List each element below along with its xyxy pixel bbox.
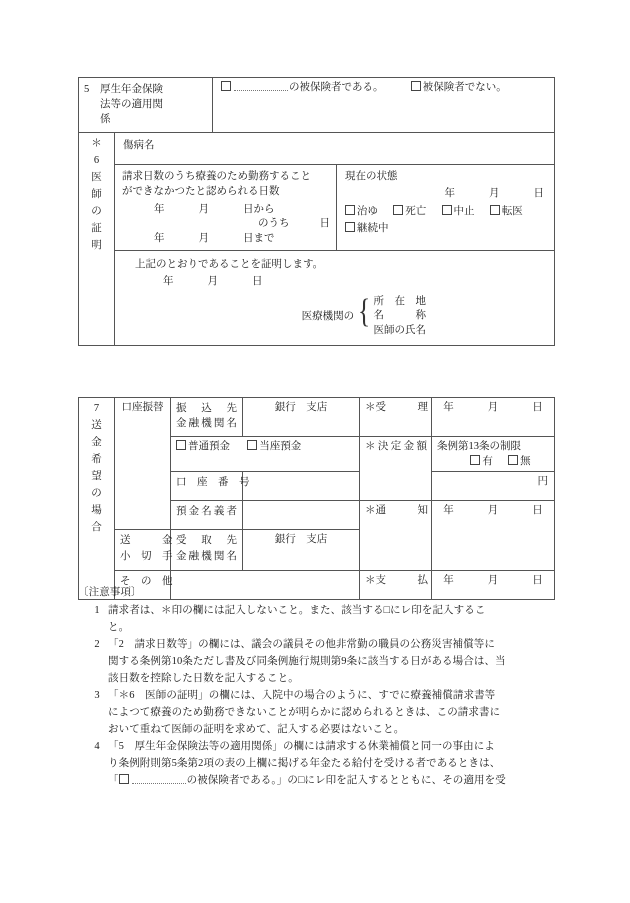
checkbox-icon-restriction-no[interactable] bbox=[508, 455, 518, 465]
section-5-title-line2: 法等の適用関 bbox=[100, 99, 163, 111]
currency-unit-label: 円 bbox=[537, 476, 548, 488]
account-holder-input-cell[interactable] bbox=[243, 501, 360, 530]
transfer-label: 口座振替 bbox=[121, 402, 164, 413]
note-number-4: 4 bbox=[94, 741, 100, 752]
state-options-row-1 bbox=[345, 204, 548, 219]
section-5-row bbox=[79, 78, 555, 133]
s7-vlabel-char-6: 場 bbox=[91, 505, 102, 516]
vlabel-char-3: 師 bbox=[91, 188, 102, 200]
bank-name-input-cell[interactable] bbox=[243, 398, 360, 437]
institution-brace-group bbox=[302, 295, 426, 338]
note-1-line-2: と。 bbox=[108, 622, 130, 633]
note-2-line-3: 該日数を控除した日数を記入すること。 bbox=[108, 673, 299, 684]
checkbox-icon-death[interactable] bbox=[393, 205, 403, 215]
bank-suffix-label: 銀行 支店 bbox=[274, 402, 328, 413]
check-label-cell bbox=[115, 530, 171, 571]
account-number-input-cell[interactable] bbox=[243, 472, 360, 501]
checkbox-icon-restriction-yes[interactable] bbox=[470, 455, 480, 465]
checkbox-icon-transferred[interactable] bbox=[490, 205, 500, 215]
note-body-4 bbox=[108, 738, 558, 789]
current-state-cell bbox=[337, 164, 555, 250]
account-number-label-cell bbox=[171, 472, 250, 501]
absent-to-date[interactable] bbox=[122, 231, 332, 246]
transfer-label-cell bbox=[115, 398, 171, 530]
s7-vlabel-char-7: 合 bbox=[91, 522, 102, 533]
check-label-line1: 送 金 bbox=[120, 535, 173, 547]
checkbox-icon-insured[interactable] bbox=[221, 81, 231, 91]
note-4-line-3 bbox=[108, 772, 558, 789]
payment-label: ＊支 払 bbox=[365, 575, 428, 587]
section-7-table bbox=[78, 397, 555, 600]
decided-amount-label: ＊決定金額 bbox=[365, 441, 427, 452]
note-body-3 bbox=[108, 687, 558, 738]
section-5-title-line3: 係 bbox=[100, 114, 111, 126]
account-holder-label-cell bbox=[171, 501, 243, 530]
note-4-quote-open: 「 bbox=[108, 775, 119, 786]
certify-date[interactable] bbox=[125, 274, 544, 289]
note-4-quote-close: 」の□にレ印を記入するとともに、その適用を受 bbox=[276, 775, 506, 786]
note-4-insurer-blank bbox=[132, 773, 186, 784]
ordinary-deposit-option[interactable] bbox=[176, 441, 230, 452]
s7-vlabel-char-1: 送 bbox=[91, 420, 102, 431]
checkbox-icon-discontinued[interactable] bbox=[442, 205, 452, 215]
current-state-label: 現在の状態 bbox=[345, 170, 398, 182]
checkbox-icon-ordinary-deposit[interactable] bbox=[176, 440, 186, 450]
note-2-line-1: 「2 請求日数等」の欄には、議会の議員その他非常勤の職員の公務災害補償等に bbox=[108, 639, 495, 650]
s7-vlabel-char-0: 7 bbox=[93, 403, 100, 414]
section-7-vertical-label bbox=[79, 398, 115, 600]
insured-option[interactable] bbox=[221, 82, 386, 93]
notice-month-label: 月 bbox=[487, 505, 499, 517]
section-5-options-cell bbox=[213, 78, 555, 133]
payment-year-label: 年 bbox=[443, 575, 454, 587]
certification-row bbox=[79, 250, 555, 345]
receipt-day-label: 日 bbox=[532, 402, 543, 413]
state-option-label-ongoing: 継続中 bbox=[357, 223, 389, 235]
vlabel-char-1: 6 bbox=[93, 154, 100, 166]
section-5-title-cell bbox=[79, 78, 213, 133]
deposit-type-cell bbox=[171, 437, 360, 472]
payee-input-cell[interactable] bbox=[243, 530, 360, 571]
s7-vlabel-char-4: 望 bbox=[91, 471, 102, 482]
state-option-label-death: 死亡 bbox=[405, 206, 427, 218]
current-state-date[interactable] bbox=[345, 186, 548, 201]
receipt-date bbox=[443, 402, 543, 413]
vlabel-char-6: 明 bbox=[91, 239, 102, 251]
among-days-line[interactable] bbox=[122, 216, 330, 231]
days-and-state-row bbox=[79, 164, 555, 250]
checkbox-icon-note-4 bbox=[119, 774, 129, 784]
payment-day-label: 日 bbox=[532, 575, 543, 587]
section-5-6-table bbox=[78, 77, 555, 346]
bank-name-label-cell bbox=[171, 398, 243, 437]
checkbox-icon-ongoing[interactable] bbox=[345, 222, 355, 232]
notice-label-cell bbox=[360, 501, 432, 571]
note-4-tail: の被保険者である。 bbox=[186, 775, 277, 786]
payee-label-line1: 受 取 先 bbox=[176, 535, 237, 547]
checkbox-icon-current-deposit[interactable] bbox=[247, 440, 257, 450]
note-3-line-1: 「＊6 医師の証明」の欄には、入院中の場合のように、すでに療養補償請求書等 bbox=[108, 690, 496, 701]
state-option-label-cured: 治ゆ bbox=[357, 206, 378, 218]
not-insured-option[interactable] bbox=[411, 82, 507, 93]
note-item-3 bbox=[78, 687, 558, 738]
from-month-label: 月 bbox=[198, 204, 209, 216]
amount-input-cell[interactable] bbox=[432, 472, 555, 501]
note-item-1 bbox=[78, 602, 558, 636]
institution-label: 医療機関の bbox=[301, 310, 355, 322]
notice-date bbox=[443, 505, 543, 516]
bank-name-label-line2: 金融機関名 bbox=[176, 418, 237, 430]
note-3-line-3: おいて重ねて医師の証明を求めて、記入する必要はないこと。 bbox=[108, 724, 405, 735]
institution-doctor-name[interactable]: 医師の氏名 bbox=[373, 324, 426, 336]
restriction-label: 条例第13条の制限 bbox=[437, 441, 521, 452]
decided-amount-label-cell bbox=[360, 437, 432, 501]
state-option-discontinued[interactable] bbox=[442, 206, 475, 217]
state-option-transferred[interactable] bbox=[490, 206, 523, 217]
section-5-number: 5 bbox=[84, 84, 90, 95]
institution-name[interactable]: 名 称 bbox=[373, 310, 426, 322]
vlabel-char-2: 医 bbox=[91, 171, 102, 183]
vlabel-char-0: ＊ bbox=[91, 137, 102, 149]
state-option-cured[interactable] bbox=[345, 206, 378, 217]
receipt-label: ＊受 理 bbox=[365, 402, 428, 413]
state-month-label: 月 bbox=[489, 187, 500, 199]
to-day-label: 日まで bbox=[243, 232, 275, 244]
section-5-title-line1: 厚生年金保険 bbox=[100, 84, 163, 95]
note-1-line-1: 請求者は、＊印の欄には記入しないこと。また、該当する□にレ印を記入するこ bbox=[108, 605, 486, 616]
days-label-line2: ができなかつたと認められる日数 bbox=[122, 185, 280, 197]
injury-name-label: 傷病名 bbox=[123, 139, 155, 151]
bank-name-row bbox=[79, 398, 555, 437]
institution-block bbox=[125, 295, 544, 338]
checkbox-icon-not-insured[interactable] bbox=[411, 81, 421, 91]
payment-month-label: 月 bbox=[487, 575, 499, 587]
receipt-month-label: 月 bbox=[487, 402, 499, 413]
current-deposit-option[interactable] bbox=[247, 441, 301, 452]
state-option-label-transferred: 転医 bbox=[501, 206, 523, 218]
from-year-label: 年 bbox=[154, 204, 165, 216]
insured-option-label: の被保険者である。 bbox=[289, 82, 384, 93]
check-label-line2: 小 切 手 bbox=[120, 550, 173, 562]
insurer-name-blank[interactable] bbox=[234, 80, 288, 91]
restriction-cell bbox=[432, 437, 555, 472]
current-deposit-label: 当座預金 bbox=[259, 441, 302, 452]
ordinary-deposit-label: 普通預金 bbox=[188, 441, 230, 452]
days-label-line1: 請求日数のうち療養のため勤務すること bbox=[122, 170, 311, 182]
checkbox-icon-cured[interactable] bbox=[345, 205, 355, 215]
payee-bank-suffix-label: 銀行 支店 bbox=[274, 534, 328, 546]
notes-block bbox=[78, 584, 558, 789]
among-label: のうち bbox=[258, 218, 290, 230]
certify-year-label: 年 bbox=[163, 275, 174, 287]
bank-name-label-line1: 振 込 先 bbox=[176, 403, 237, 414]
among-unit: 日 bbox=[319, 218, 330, 230]
certify-text: 上記のとおりであることを証明します。 bbox=[135, 258, 324, 270]
certify-month-label: 月 bbox=[207, 275, 218, 287]
note-number-3: 3 bbox=[94, 690, 100, 701]
account-number-label: 口 座 番 号 bbox=[176, 477, 250, 489]
notice-label: ＊通 知 bbox=[365, 505, 428, 517]
note-number-1: 1 bbox=[94, 605, 100, 616]
curly-brace-icon: { bbox=[358, 293, 371, 331]
receipt-label-cell bbox=[360, 398, 432, 437]
notice-date-cell[interactable] bbox=[432, 501, 555, 571]
absent-days-cell bbox=[115, 164, 337, 250]
from-day-label: 日から bbox=[243, 204, 275, 216]
note-number-2: 2 bbox=[94, 639, 100, 650]
note-item-4 bbox=[78, 738, 558, 789]
state-option-ongoing[interactable] bbox=[345, 223, 389, 234]
s7-vlabel-char-5: の bbox=[91, 488, 102, 499]
vlabel-char-5: 証 bbox=[91, 222, 102, 234]
section-6-vertical-label bbox=[79, 132, 115, 345]
restriction-yes-option[interactable] bbox=[470, 456, 493, 467]
to-year-label: 年 bbox=[154, 232, 165, 244]
note-item-2 bbox=[78, 636, 558, 687]
note-4-line-2: り条例附則第5条第2項の表の上欄に掲げる年金たる給付を受ける者であるときは、 bbox=[108, 758, 501, 769]
account-holder-label: 預金名義者 bbox=[176, 506, 237, 518]
note-body-2 bbox=[108, 636, 558, 687]
state-day-label: 日 bbox=[533, 187, 544, 199]
s7-vlabel-char-3: 希 bbox=[91, 454, 102, 465]
absent-from-date[interactable] bbox=[122, 202, 332, 217]
notice-day-label: 日 bbox=[532, 505, 543, 517]
certify-day-label: 日 bbox=[252, 275, 263, 287]
s7-vlabel-char-2: 金 bbox=[91, 437, 102, 448]
restriction-yes-label: 有 bbox=[482, 456, 493, 468]
receipt-year-label: 年 bbox=[443, 402, 454, 413]
injury-name-cell[interactable] bbox=[115, 132, 555, 164]
state-option-label-discontinued: 中止 bbox=[453, 206, 475, 218]
state-option-death[interactable] bbox=[393, 206, 426, 217]
injury-name-row bbox=[79, 132, 555, 164]
restriction-no-option[interactable] bbox=[508, 456, 531, 467]
restriction-no-label: 無 bbox=[520, 456, 531, 468]
note-4-line-1: 「5 厚生年金保険法等の適用関係」の欄には請求する休業補償と同一の事由によ bbox=[108, 741, 495, 752]
payee-label-line2: 金融機関名 bbox=[176, 550, 237, 562]
payee-label-cell bbox=[171, 530, 243, 571]
state-options-row-2 bbox=[345, 221, 548, 236]
not-insured-option-label: 被保険者でない。 bbox=[422, 82, 507, 93]
state-year-label: 年 bbox=[444, 187, 455, 199]
restriction-options bbox=[437, 454, 548, 469]
other-label: そ の 他 bbox=[120, 576, 173, 588]
receipt-date-cell[interactable] bbox=[432, 398, 555, 437]
note-3-line-2: によつて療養のため勤務できないことが明らかに認められるときは、この請求書に bbox=[108, 707, 501, 718]
note-2-line-2: 関する条例第10条ただし書及び同条例施行規則第9条に該当する日がある場合は、当 bbox=[108, 656, 506, 667]
institution-address[interactable]: 所 在 地 bbox=[373, 296, 426, 308]
certification-cell bbox=[115, 250, 555, 345]
notice-year-label: 年 bbox=[443, 505, 454, 517]
to-month-label: 月 bbox=[198, 232, 209, 244]
institution-items bbox=[374, 295, 427, 338]
note-body-1 bbox=[108, 602, 558, 636]
vlabel-char-4: の bbox=[91, 205, 102, 217]
notes-heading: 〔注意事項〕 bbox=[78, 587, 142, 598]
